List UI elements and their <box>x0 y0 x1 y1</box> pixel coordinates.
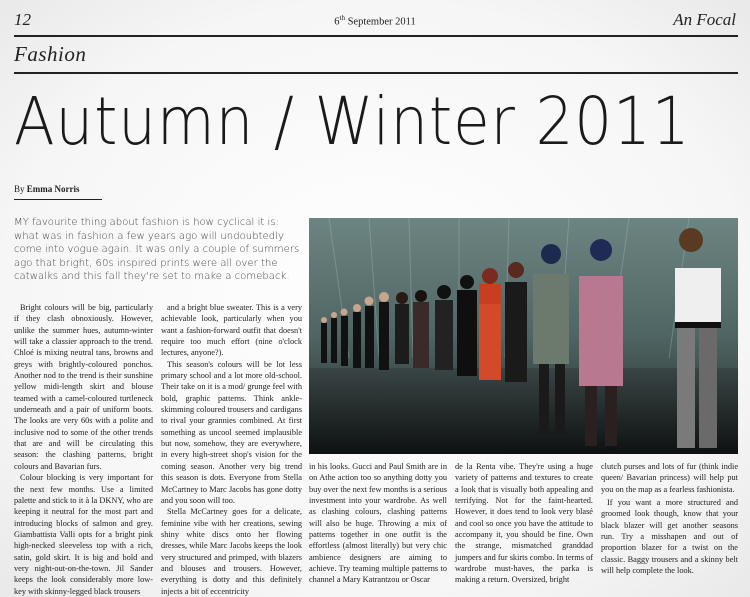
paragraph: Bright colours will be big, particularly if they clash obnoxiously. However, unlike the summer hues, autumn-winter will take a classier approach to the trend. Chloé is mixing neutral tans, browns and greys with brightly-coloured ponchos. Another nod to the trend is their sunshine yellow midi-length skirt and blouse teamed with a camel-coloured turtleneck underneath and a pair of uniform boots. The looks are very 60s with a polite and inclusive nod to some of the other trends that are and will be circulating this season: the clashing patterns, bright colours and Bavarian furs. <box>14 303 153 471</box>
column-5 <box>601 461 738 576</box>
paragraph: de la Renta vibe. They're using a huge variety of patterns and textures to create a look that is visually both appealing and terrifying. Not for the faint-hearted. However, it does tend to look very blasé and cool so once you have the attitude to accompany it, you should be fine. Own the strange, mismatched granddad jumpers and fur skirts combo. In terms of wardrobe must-haves, the parka is making a return. Oversized, bright <box>455 462 593 585</box>
paragraph: If you want a more structured and groomed look though, know that your black blazer will get another seasons run. Try a misshapen and out of proportion blazer for a twist on the classic. Baggy trousers and a skinny belt will help complete the look. <box>601 498 738 576</box>
page-number: 12 <box>14 10 31 29</box>
section-label: Fashion <box>14 42 87 66</box>
intro-paragraph: MY favourite thing about fashion is how cyclical it is: what was in fashion a few years ago will undoubtedly come into vogue again. It was only a couple of summers ago that bright, 60s inspired prints were all over the catwalks and this fall they're set to make a comeback. <box>14 217 300 283</box>
issue-date: 6th September 2011 <box>334 14 416 28</box>
runway-photo <box>309 218 738 454</box>
headline: Autumn / Winter 2011 <box>14 83 691 160</box>
section-rule <box>14 72 738 74</box>
paragraph: Stella McCartney goes for a delicate, feminine vibe with her creations, sewing shiny white discs onto her flowing dresses, while Marc Jacobs keeps the look very structured and primped, with blazers and blouses and trousers. However, everything is dotty and this definitely injects a bit of eccentricity <box>161 507 302 596</box>
author-name: Emma Norris <box>26 184 80 194</box>
paragraph: and a bright blue sweater. This is a very achievable look, particularly when you want a fashion-forward outfit that doesn't require too much effort (nine o'clock lectures, anyone?). <box>161 303 302 358</box>
header-rule <box>14 35 738 37</box>
byline: By Emma Norris <box>14 184 80 194</box>
column-1 <box>14 302 153 597</box>
byline-rule <box>14 199 102 200</box>
column-2 <box>161 302 302 597</box>
column-4 <box>455 461 593 586</box>
paragraph: clutch purses and lots of fur (think indie queen/ Bavarian princess) will help put you on the map as a fearless fashionista. <box>601 462 738 494</box>
publication-name: An Focal <box>673 10 736 29</box>
runway-illustration <box>309 218 738 454</box>
column-3 <box>309 461 447 586</box>
paragraph: Colour blocking is very important for the next few months. Use a limited palette and stick to it à la DKNY, who are keeping it neutral for the most part and introducing blocks of salmon and grey. Giambattista Valli opts for a bright pink high-necked sleeveless top with a rich, satin, gold skirt. It is big and bold and very night-out-on-the-town. Jil Sander keeps the look considerably more low-key with skinny-legged black trousers <box>14 473 153 596</box>
paragraph: This season's colours will be lot less primary school and a lot more old-school. Their take on it is a mod/ grunge feel with bold, graphic patterns. Think ankle-skimming coloured trousers and cardigans to rival your grannies combined. At first something as uncool seemed implausible but now, somehow, they are everywhere, in every high-street shop's vision for the coming season. Another very big trend this season is dots. Everyone from Stella McCartney to Marc Jacobs has gone dotty and you soon will too. <box>161 359 302 505</box>
paragraph: in his looks. Gucci and Paul Smith are in on Athe action too so anything dotty you buy over the next few months is a serious investment into your wardrobe. As well as clashing colours, clashing patterns will also be huge. Throwing a mix of patterns together in one outfit is the effortless (almost literally) but very chic ambience designers are aiming to achieve. Try teaming multiple patterns to channel a Mary Katrantzou or Oscar <box>309 462 447 585</box>
